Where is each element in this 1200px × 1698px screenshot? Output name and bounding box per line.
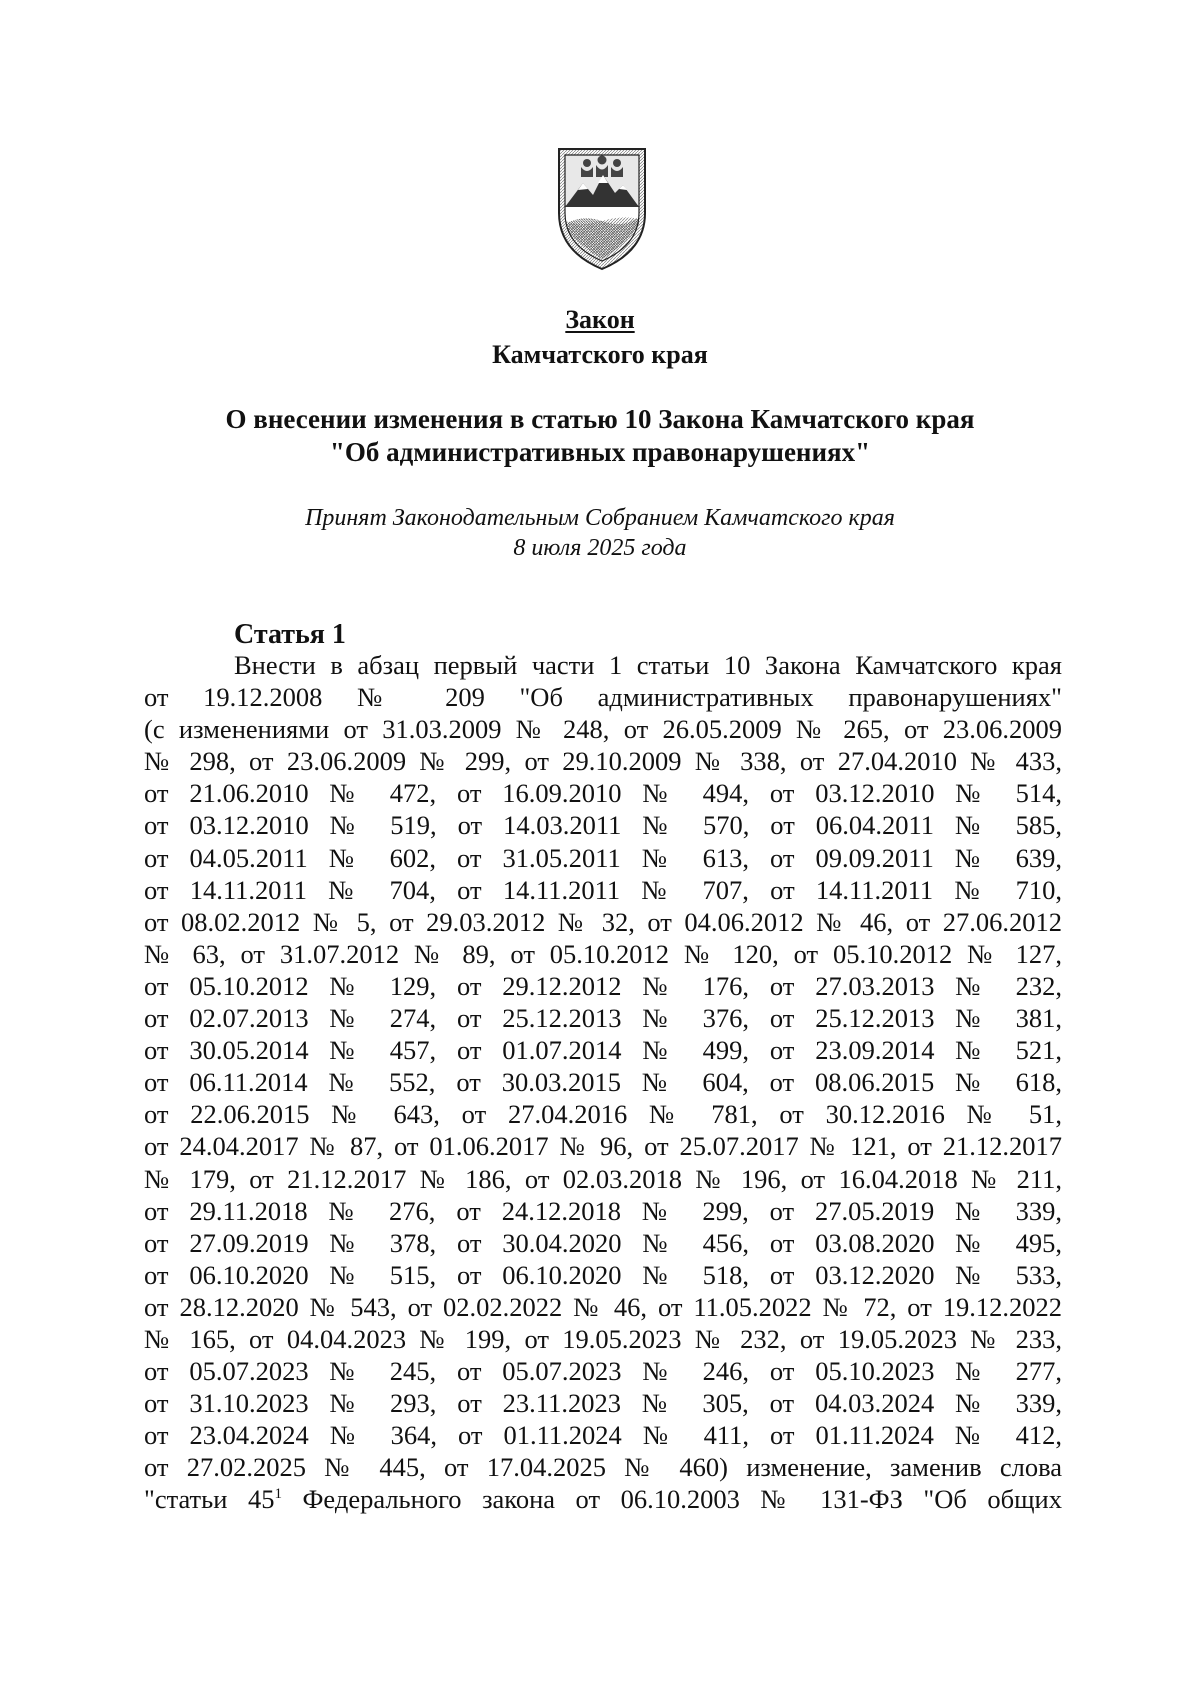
- article-line: от 05.07.2023 № 245, от 05.07.2023 № 246, от 05.10.2023 № 277,: [144, 1356, 1062, 1387]
- law-title-line-1: О внесении изменения в статью 10 Закона Камчатского края: [225, 404, 975, 434]
- article-line: от 22.06.2015 № 643, от 27.04.2016 № 781, от 30.12.2016 № 51,: [144, 1099, 1062, 1130]
- article-line: от 06.10.2020 № 515, от 06.10.2020 № 518, от 03.12.2020 № 533,: [144, 1259, 1062, 1290]
- article-line: от 08.02.2012 № 5, от 29.03.2012 № 32, от 04.06.2012 № 46, от 27.06.2012: [144, 906, 1062, 937]
- adoption-date: 8 июля 2025 года: [513, 535, 687, 561]
- article-line: от 04.05.2011 № 602, от 31.05.2011 № 613, от 09.09.2011 № 639,: [144, 842, 1062, 873]
- last-line-part-1: "статьи 45: [144, 1484, 275, 1515]
- article-line: от 24.04.2017 № 87, от 01.06.2017 № 96, от 25.07.2017 № 121, от 21.12.2017: [144, 1131, 1062, 1162]
- article-line: № 179, от 21.12.2017 № 186, от 02.03.2018 № 196, от 16.04.2018 № 211,: [144, 1163, 1062, 1194]
- article-line: Внести в абзац первый части 1 статьи 10 Закона Камчатского края: [234, 650, 1062, 680]
- article-line: от 27.09.2019 № 378, от 30.04.2020 № 456, от 03.08.2020 № 495,: [144, 1227, 1062, 1258]
- law-heading: Закон: [565, 305, 635, 334]
- article-line: от 23.04.2024 № 364, от 01.11.2024 № 411, от 01.11.2024 № 412,: [144, 1420, 1062, 1451]
- article-line: от 21.06.2010 № 472, от 16.09.2010 № 494, от 03.12.2010 № 514,: [144, 778, 1062, 809]
- article-line: от 29.11.2018 № 276, от 24.12.2018 № 299, от 27.05.2019 № 339,: [144, 1195, 1062, 1226]
- article-line: № 298, от 23.06.2009 № 299, от 29.10.2009 № 338, от 27.04.2010 № 433,: [144, 746, 1062, 777]
- article-body: [144, 649, 1062, 1516]
- article-line: № 63, от 31.07.2012 № 89, от 05.10.2012 № 120, от 05.10.2012 № 127,: [144, 938, 1062, 969]
- superscript: 1: [274, 1486, 282, 1503]
- region-heading: Камчатского края: [492, 340, 708, 369]
- article-line: от 05.10.2012 № 129, от 29.12.2012 № 176, от 27.03.2013 № 232,: [144, 970, 1062, 1001]
- article-line: от 06.11.2014 № 552, от 30.03.2015 № 604, от 08.06.2015 № 618,: [144, 1067, 1062, 1098]
- article-heading: Статья 1: [234, 619, 346, 650]
- article-line: от 27.02.2025 № 445, от 17.04.2025 № 460) изменение, заменив слова: [144, 1452, 1062, 1483]
- article-line-last: [144, 1483, 1062, 1515]
- last-line-part-2: Федерального закона от 06.10.2003 № 131-ФЗ "Об общих: [281, 1484, 1062, 1515]
- article-line: от 28.12.2020 № 543, от 02.02.2022 № 46, от 11.05.2022 № 72, от 19.12.2022: [144, 1291, 1062, 1322]
- article-line: от 02.07.2013 № 274, от 25.12.2013 № 376, от 25.12.2013 № 381,: [144, 1003, 1062, 1034]
- article-line: от 03.12.2010 № 519, от 14.03.2011 № 570, от 06.04.2011 № 585,: [144, 810, 1062, 841]
- law-title: [140, 403, 1060, 469]
- article-line: (с изменениями от 31.03.2009 № 248, от 26.05.2009 № 265, от 23.06.2009: [144, 714, 1062, 745]
- adoption-note: [140, 503, 1060, 563]
- article-line: от 19.12.2008 № 209 "Об административных правонарушениях": [144, 682, 1062, 713]
- law-title-line-2: "Об административных правонарушениях": [329, 437, 871, 467]
- kamchatka-coat-of-arms-emblem: [553, 143, 651, 273]
- article-line: от 31.10.2023 № 293, от 23.11.2023 № 305, от 04.03.2024 № 339,: [144, 1388, 1062, 1419]
- article-line: от 30.05.2014 № 457, от 01.07.2014 № 499, от 23.09.2014 № 521,: [144, 1035, 1062, 1066]
- adoption-note-line-1: Принят Законодательным Собранием Камчатского края: [305, 505, 895, 531]
- article-line: от 14.11.2011 № 704, от 14.11.2011 № 707, от 14.11.2011 № 710,: [144, 874, 1062, 905]
- article-line: № 165, от 04.04.2023 № 199, от 19.05.2023 № 232, от 19.05.2023 № 233,: [144, 1323, 1062, 1354]
